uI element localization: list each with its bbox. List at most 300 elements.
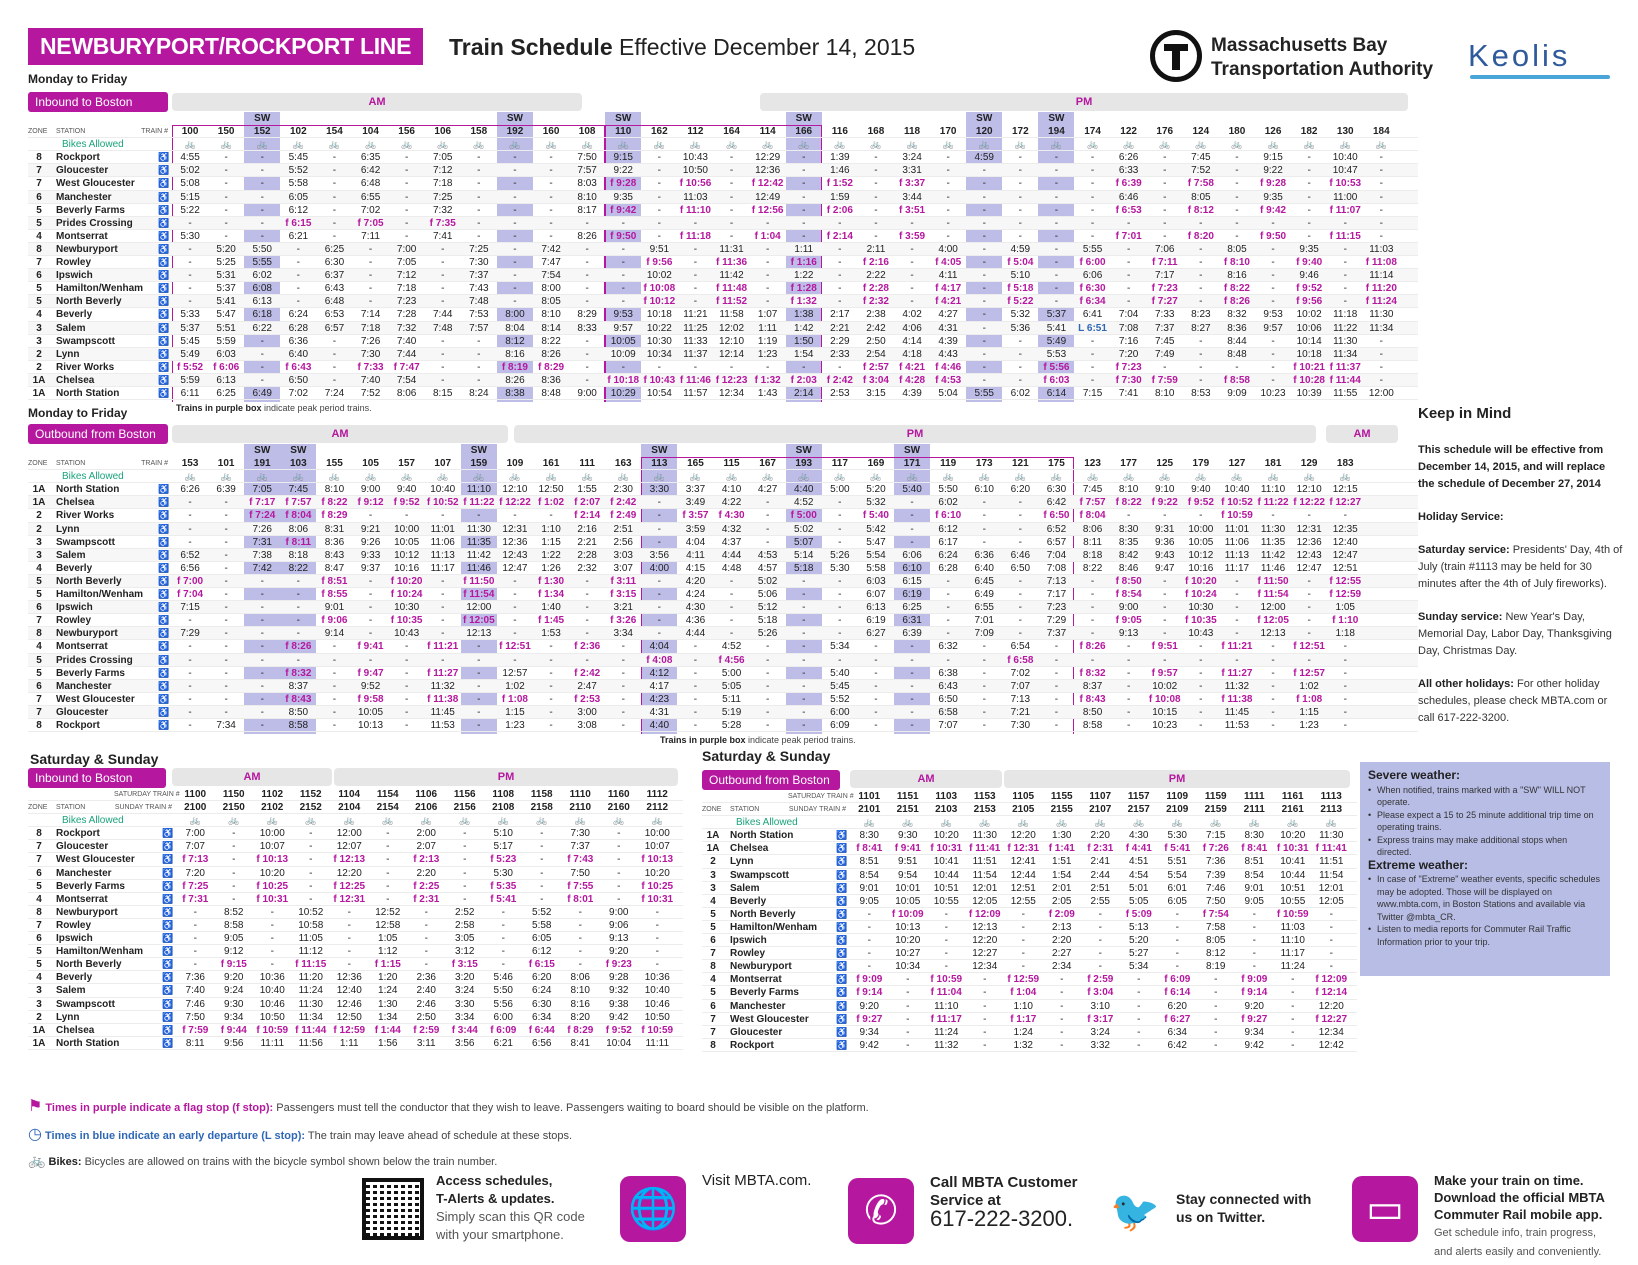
- time-cell: -: [657, 165, 662, 177]
- time-cell: 9:22: [1263, 165, 1283, 177]
- time-cell: -: [224, 667, 228, 679]
- time-cell: -: [1271, 283, 1275, 295]
- time-cell: -: [404, 178, 409, 190]
- time-cell: 9:10: [1155, 484, 1175, 496]
- time-cell: 8:54: [859, 869, 879, 881]
- zone-number: 6: [36, 270, 42, 282]
- peak-caption-outbound: Trains in purple box indicate peak period trains.: [660, 735, 856, 745]
- station-name: Manchester: [56, 191, 112, 203]
- time-cell: -: [1271, 654, 1275, 666]
- time-cell: -: [1021, 921, 1025, 933]
- time-cell: f 12:57: [1293, 667, 1325, 679]
- time-cell: -: [477, 374, 481, 386]
- time-cell: -: [441, 270, 445, 282]
- accessible-icon: ♿: [836, 908, 848, 919]
- time-cell: 4:52: [794, 497, 814, 509]
- globe-icon[interactable]: 🌐: [620, 1176, 686, 1242]
- bike-icon: 🚲: [497, 815, 509, 826]
- time-cell: 4:30: [685, 602, 706, 614]
- zone-number: 7: [36, 165, 42, 177]
- time-cell: f 8:10: [1223, 257, 1250, 269]
- time-cell: -: [188, 257, 192, 269]
- accessible-icon: ♿: [158, 191, 170, 202]
- time-cell: 9:00: [360, 484, 381, 496]
- time-cell: f 4:05: [935, 257, 962, 269]
- time-cell: f 3:17: [1087, 1013, 1114, 1025]
- time-cell: 12:10: [719, 335, 745, 347]
- time-cell: f 10:31: [930, 843, 963, 855]
- time-cell: -: [1307, 654, 1311, 666]
- time-cell: 9:51: [898, 856, 918, 868]
- zone-number: 7: [36, 841, 42, 853]
- time-cell: -: [1307, 178, 1311, 190]
- time-cell: 5:30: [1167, 830, 1187, 842]
- time-cell: -: [1199, 335, 1203, 347]
- zone-number: 3: [36, 536, 42, 548]
- time-cell: -: [657, 536, 662, 548]
- time-cell: 7:14: [360, 309, 381, 321]
- time-cell: -: [1098, 948, 1102, 960]
- time-cell: -: [404, 654, 409, 666]
- train-number: 184: [1373, 126, 1390, 138]
- time-cell: 9:46: [1299, 270, 1319, 282]
- time-cell: 7:37: [1046, 628, 1067, 640]
- train-number: 1153: [973, 791, 996, 802]
- time-cell: f 9:52: [605, 1024, 632, 1036]
- time-cell: f 9:50: [1259, 230, 1287, 242]
- time-cell: -: [188, 536, 192, 548]
- time-cell: -: [368, 615, 373, 627]
- time-cell: 6:50: [938, 693, 958, 705]
- time-cell: 2:55: [1090, 895, 1110, 907]
- time-cell: 12:20: [336, 867, 362, 879]
- time-cell: -: [1271, 706, 1275, 718]
- bike-icon: 🚲: [459, 815, 471, 826]
- train-number: 179: [1192, 458, 1210, 470]
- time-cell: 7:30: [469, 257, 489, 269]
- train-number: 100: [181, 126, 199, 138]
- time-cell: 5:45: [288, 152, 309, 164]
- time-cell: f 9:41: [357, 641, 384, 653]
- time-cell: 6:26: [1118, 152, 1139, 164]
- time-cell: 7:05: [396, 257, 417, 269]
- bike-icon: 🚲: [689, 471, 702, 482]
- time-cell: 4:24: [685, 589, 706, 601]
- time-cell: f 10:21: [1293, 361, 1325, 373]
- time-cell: -: [260, 602, 264, 614]
- time-cell: -: [1018, 575, 1023, 587]
- time-cell: 5:47: [216, 309, 236, 321]
- time-cell: f 8:55: [321, 589, 348, 601]
- time-cell: 12:43: [502, 549, 528, 561]
- time-cell: 8:38: [505, 387, 525, 399]
- time-cell: -: [1018, 152, 1023, 164]
- time-cell: -: [193, 946, 197, 958]
- time-cell: f 7:57: [285, 497, 312, 509]
- time-cell: 7:08: [1118, 322, 1139, 334]
- time-cell: 7:25: [469, 243, 489, 255]
- zone-number: 8: [36, 828, 42, 840]
- time-cell: -: [1235, 217, 1239, 229]
- zone-number: 6: [36, 867, 42, 879]
- phone-number[interactable]: 617-222-3200.: [930, 1206, 1074, 1231]
- time-cell: -: [1379, 152, 1384, 164]
- time-cell: 6:08: [252, 283, 272, 295]
- station-row: [28, 269, 1418, 282]
- time-cell: -: [1018, 374, 1023, 386]
- phone-icon[interactable]: ✆: [848, 1178, 914, 1244]
- time-cell: -: [585, 257, 589, 269]
- time-cell: 7:18: [433, 178, 453, 190]
- header-train-label: SUNDAY TRAIN #: [114, 804, 172, 812]
- time-cell: 11:33: [683, 335, 708, 347]
- time-cell: -: [765, 680, 770, 692]
- time-cell: -: [765, 667, 770, 679]
- time-cell: f 3:11: [610, 575, 637, 587]
- time-cell: f 11:10: [679, 204, 711, 216]
- time-cell: -: [585, 335, 589, 347]
- station-name: North Station: [56, 484, 120, 496]
- time-cell: f 8:22: [1223, 283, 1250, 295]
- time-cell: -: [296, 283, 301, 295]
- time-cell: 9:31: [1155, 523, 1175, 535]
- time-cell: -: [838, 217, 842, 229]
- time-cell: 9:34: [859, 1026, 879, 1038]
- time-cell: -: [1199, 667, 1203, 679]
- time-cell: -: [765, 296, 770, 308]
- time-cell: -: [621, 270, 625, 282]
- time-cell: -: [1271, 641, 1275, 653]
- authority-line1: Massachusetts Bay: [1211, 35, 1388, 56]
- time-cell: -: [585, 217, 589, 229]
- time-cell: 3:30: [649, 484, 670, 496]
- time-cell: -: [1137, 1000, 1141, 1012]
- time-cell: 11:34: [1333, 348, 1358, 360]
- zone-number: 2: [36, 1011, 42, 1023]
- time-cell: f 11:17: [930, 1013, 962, 1025]
- time-cell: -: [260, 230, 264, 242]
- time-cell: -: [260, 165, 264, 177]
- time-cell: 5:02: [757, 575, 778, 587]
- train-number: 160: [542, 126, 560, 138]
- station-row: [28, 719, 1418, 732]
- time-cell: -: [260, 335, 264, 347]
- time-cell: f 8:04: [1079, 510, 1106, 522]
- time-cell: f 11:38: [1221, 693, 1253, 705]
- bike-icon: 🚲: [1171, 817, 1183, 828]
- time-cell: -: [224, 536, 228, 548]
- accessible-icon: ♿: [836, 961, 848, 972]
- time-cell: 11:54: [1319, 869, 1344, 881]
- time-cell: 7:12: [433, 165, 453, 177]
- time-cell: -: [910, 680, 914, 692]
- time-cell: -: [513, 217, 517, 229]
- time-cell: f 5:23: [490, 854, 517, 866]
- header-zone-label: ZONE: [28, 804, 48, 812]
- time-cell: 7:48: [469, 296, 489, 308]
- zone-number: 7: [36, 919, 42, 931]
- time-cell: 7:42: [252, 562, 272, 574]
- time-cell: 6:52: [180, 549, 200, 561]
- time-cell: 8:24: [469, 387, 489, 399]
- sw-label: SW: [506, 113, 523, 124]
- station-name: North Beverly: [56, 959, 122, 971]
- time-cell: -: [982, 693, 986, 705]
- time-cell: -: [1343, 243, 1347, 255]
- time-cell: 2:29: [830, 335, 850, 347]
- time-cell: 10:40: [1224, 484, 1250, 496]
- time-cell: 10:40: [644, 985, 670, 997]
- station-row: [702, 947, 1357, 960]
- station-row: [28, 1024, 683, 1037]
- time-cell: f 10:35: [390, 615, 423, 627]
- time-cell: 1:05: [1335, 602, 1355, 614]
- time-cell: 6:46: [1118, 191, 1139, 203]
- train-number: 126: [1264, 126, 1282, 138]
- time-cell: -: [224, 165, 228, 177]
- zone-number: 5: [36, 959, 42, 971]
- time-cell: 2:53: [830, 387, 850, 399]
- time-cell: 8:50: [1082, 706, 1103, 718]
- clock-icon: ◷: [28, 1126, 42, 1143]
- time-cell: 12:35: [1332, 523, 1358, 535]
- twitter-icon[interactable]: 🐦: [1110, 1190, 1160, 1234]
- time-cell: -: [549, 204, 553, 216]
- time-cell: 7:57: [577, 165, 597, 177]
- train-number: 120: [975, 126, 993, 138]
- time-cell: f 7:35: [429, 217, 456, 229]
- time-cell: 6:22: [252, 322, 272, 334]
- time-cell: f 10:24: [1185, 589, 1217, 601]
- time-cell: 7:24: [324, 387, 345, 399]
- weekend-label-2: Saturday & Sunday: [702, 748, 831, 764]
- bike-icon: 🚲: [1195, 139, 1207, 150]
- time-cell: -: [910, 706, 914, 718]
- time-cell: 6:03: [866, 575, 886, 587]
- time-cell: -: [657, 191, 662, 203]
- time-cell: 8:11: [1083, 536, 1102, 548]
- time-cell: 4:15: [685, 562, 706, 574]
- time-cell: -: [1054, 257, 1059, 269]
- time-cell: -: [1199, 719, 1203, 731]
- time-cell: -: [232, 854, 236, 866]
- station-name: North Beverly: [730, 908, 796, 920]
- pm-band-2: PM: [514, 425, 1316, 443]
- time-cell: 7:37: [469, 270, 489, 282]
- time-cell: -: [910, 536, 914, 548]
- time-cell: -: [260, 191, 264, 203]
- time-cell: f 1:28: [790, 283, 817, 295]
- time-cell: 9:54: [898, 869, 918, 881]
- time-cell: 1:22: [541, 549, 561, 561]
- time-cell: f 1:10: [1332, 615, 1359, 627]
- weekday-outbound-table: [28, 444, 1418, 734]
- time-cell: -: [944, 935, 948, 947]
- time-cell: 11:30: [466, 523, 491, 535]
- time-cell: 5:05: [721, 680, 742, 692]
- train-number: 167: [759, 458, 776, 470]
- time-cell: f 2:57: [862, 361, 889, 373]
- time-cell: 8:36: [1227, 322, 1247, 334]
- time-cell: f 11:54: [1257, 589, 1289, 601]
- accessible-icon: ♿: [158, 497, 170, 508]
- time-cell: 3:44: [902, 191, 922, 203]
- time-cell: 6:27: [866, 628, 886, 640]
- train-number: 173: [975, 458, 993, 470]
- train-number: 1152: [299, 789, 322, 800]
- time-cell: -: [224, 178, 228, 190]
- time-cell: 1:20: [378, 972, 398, 984]
- bike-icon: 🚲: [364, 471, 377, 482]
- extreme-item: • In case of "Extreme" weather events, specific schedules may be adopted. Those will be displayed on www.mbta.com, in Boston Stations and available via Twitter @mbta_CR.: [1368, 873, 1602, 923]
- accessible-icon: ♿: [158, 589, 170, 600]
- time-cell: 4:51: [1129, 856, 1149, 868]
- train-number-row: [28, 457, 1418, 470]
- time-cell: 10:16: [1188, 562, 1214, 574]
- header-train-label: TRAIN #: [141, 460, 168, 468]
- accessible-icon: ♿: [158, 667, 170, 678]
- time-cell: f 5:41: [1164, 843, 1191, 855]
- station-name: Newburyport: [56, 628, 118, 640]
- time-cell: f 9:52: [1187, 497, 1214, 509]
- time-cell: -: [1252, 961, 1256, 973]
- time-cell: -: [765, 361, 770, 373]
- station-name: Beverly: [56, 562, 93, 574]
- time-cell: f 7:30: [1115, 374, 1142, 386]
- time-cell: 10:07: [259, 841, 285, 853]
- time-cell: 3:34: [455, 1011, 475, 1023]
- time-cell: -: [347, 946, 351, 958]
- visit-mbta-link[interactable]: Visit MBTA.com.: [702, 1172, 812, 1189]
- time-cell: 11:05: [298, 933, 323, 945]
- station-row: [28, 984, 683, 997]
- time-cell: f 10:24: [390, 589, 423, 601]
- time-cell: f 12:05: [1257, 615, 1289, 627]
- time-cell: 5:18: [757, 615, 778, 627]
- time-cell: f 10:59: [1276, 908, 1309, 920]
- time-cell: 7:23: [396, 296, 417, 308]
- time-cell: -: [1379, 191, 1384, 203]
- time-cell: 4:12: [649, 667, 670, 679]
- bike-icon: 🚲: [256, 139, 268, 150]
- time-cell: -: [404, 165, 409, 177]
- time-cell: 1:42: [794, 322, 814, 334]
- station-row: [28, 601, 1418, 614]
- station-row: [28, 177, 1418, 190]
- bike-icon: 🚲: [940, 817, 952, 828]
- time-cell: -: [1307, 602, 1311, 614]
- time-cell: -: [188, 706, 192, 718]
- time-cell: 9:30: [224, 998, 244, 1010]
- time-cell: -: [224, 217, 228, 229]
- time-cell: 10:00: [259, 828, 285, 840]
- qr-code[interactable]: [362, 1178, 424, 1240]
- time-cell: -: [867, 948, 871, 960]
- station-name: Newburyport: [730, 961, 792, 973]
- time-cell: -: [1199, 217, 1203, 229]
- time-cell: 9:15: [1263, 152, 1283, 164]
- time-cell: 6:31: [902, 615, 922, 627]
- time-cell: -: [463, 841, 467, 853]
- time-cell: 6:02: [938, 497, 958, 509]
- mobile-app-icon[interactable]: ▭: [1352, 1176, 1418, 1242]
- time-cell: 2:44: [1090, 869, 1110, 881]
- time-cell: 6:11: [180, 387, 200, 399]
- station-row: [28, 322, 1418, 335]
- bike-icon: 🚲: [581, 471, 593, 482]
- time-cell: f 1:32: [754, 374, 781, 386]
- train-number: 2159: [1204, 804, 1227, 816]
- time-cell: 5:51: [216, 322, 236, 334]
- train-number: 183: [1336, 458, 1354, 470]
- bike-icon: 🚲: [1231, 471, 1243, 482]
- time-cell: f 10:35: [1185, 615, 1217, 627]
- station-name: Gloucester: [56, 165, 109, 177]
- time-cell: -: [1090, 602, 1095, 614]
- time-cell: f 7:24: [249, 510, 276, 522]
- time-cell: -: [1343, 706, 1347, 718]
- time-cell: -: [802, 217, 806, 229]
- time-cell: -: [1271, 374, 1275, 386]
- time-cell: -: [513, 243, 517, 255]
- station-row: [702, 1026, 1357, 1039]
- time-cell: 12:47: [1332, 549, 1358, 561]
- time-cell: f 2:42: [574, 667, 601, 679]
- station-row: [28, 164, 1418, 177]
- time-cell: -: [188, 497, 192, 509]
- time-cell: -: [513, 165, 517, 177]
- time-cell: -: [765, 497, 770, 509]
- accessible-icon: ♿: [162, 867, 174, 878]
- time-cell: -: [224, 549, 228, 561]
- time-cell: 12:00: [1368, 387, 1394, 399]
- time-cell: f 2:28: [862, 283, 889, 295]
- time-cell: 10:05: [1188, 536, 1214, 548]
- accessible-icon: ♿: [158, 257, 170, 268]
- zone-number: 7: [36, 178, 42, 190]
- train-number: 2110: [569, 802, 592, 814]
- train-number: 130: [1336, 126, 1354, 138]
- time-cell: -: [513, 257, 517, 269]
- time-cell: 3:15: [866, 387, 886, 399]
- time-cell: 6:12: [288, 204, 309, 216]
- time-cell: 10:44: [1280, 869, 1306, 881]
- time-cell: 6:20: [1167, 1000, 1187, 1012]
- header-train-label: SUNDAY TRAIN #: [788, 806, 846, 814]
- time-cell: -: [1271, 348, 1275, 360]
- time-cell: -: [765, 654, 770, 666]
- time-cell: 5:40: [830, 667, 850, 679]
- time-cell: f 3:44: [451, 1024, 478, 1036]
- time-cell: -: [1307, 230, 1311, 242]
- time-cell: 3:30: [455, 998, 475, 1010]
- train-number: 1161: [1281, 791, 1304, 802]
- station-row: [28, 204, 1418, 217]
- time-cell: f 8:58: [1223, 374, 1250, 386]
- time-cell: -: [802, 693, 806, 705]
- time-cell: 7:08: [1046, 562, 1067, 574]
- station-row: [28, 627, 1418, 640]
- station-name: Swampscott: [56, 335, 115, 347]
- time-cell: f 9:23: [605, 959, 632, 971]
- zone-number: 5: [36, 654, 42, 666]
- time-cell: 11:06: [1224, 536, 1250, 548]
- time-cell: f 10:59: [1221, 510, 1253, 522]
- time-cell: f 10:56: [679, 178, 712, 190]
- time-cell: -: [906, 1039, 910, 1051]
- train-number: 1103: [935, 791, 958, 802]
- train-number: 110: [615, 126, 632, 138]
